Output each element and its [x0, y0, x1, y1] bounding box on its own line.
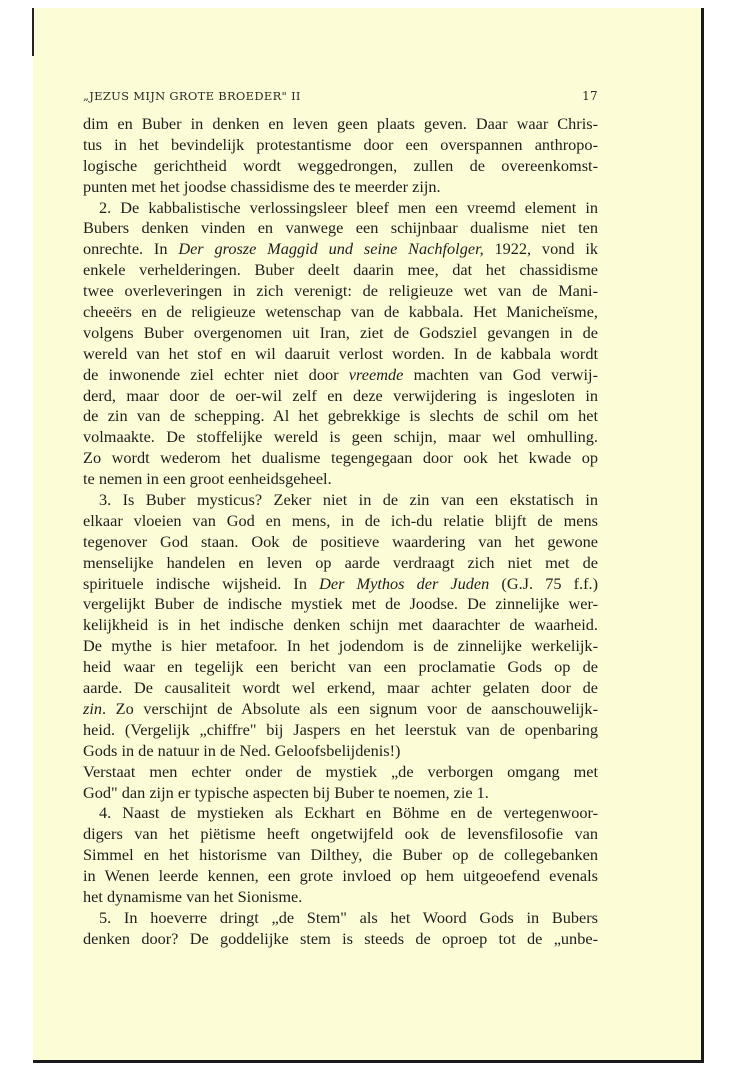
text-line [83, 929, 598, 950]
text-segment: digers van het piëtisme heeft ongetwijfeld ook de levensfilosofie van [83, 824, 598, 844]
running-title: „JEZUS MIJN GROTE BROEDER" II [83, 89, 301, 103]
text-line [83, 198, 598, 219]
text-segment: machten van God verwij- [403, 364, 599, 384]
text-line [83, 344, 598, 365]
text-segment: in Wenen leerde kennen, een grote invloed op hem uitgeoefend evenals [83, 866, 598, 886]
page-number: 17 [582, 89, 598, 103]
text-line [83, 824, 598, 845]
text-segment: 5. In hoeverre dringt „de Stem" als het Woord Gods in Bubers [99, 907, 598, 927]
text-line [83, 741, 598, 762]
text-line [83, 135, 598, 156]
text-segment: tegenover God staan. Ook de positieve waardering van het gewone [83, 531, 598, 551]
text-line [83, 177, 598, 198]
text-line [83, 302, 598, 323]
text-line [83, 156, 598, 177]
text-line [83, 866, 598, 887]
text-segment: onrechte. In [83, 239, 179, 259]
text-segment: Bubers denken vinden en vanwege een schijnbaar dualisme niet ten [83, 218, 598, 238]
text-line [83, 511, 598, 532]
text-segment: 3. Is Buber mysticus? Zeker niet in de zin van een ekstatisch in [99, 490, 598, 510]
text-segment: tus in het bevindelijk protestantisme door een overspannen anthropo- [83, 134, 598, 154]
text-segment: 1922, vond ik [483, 239, 598, 259]
text-segment: denken door? De goddelijke stem is steeds de oproep tot de „unbe- [83, 928, 598, 948]
text-line [83, 594, 598, 615]
text-segment: wereld van het stof en wil daaruit verlost worden. In de kabbala wordt [83, 343, 598, 363]
text-line [83, 114, 598, 135]
italic-title: zin [83, 698, 103, 718]
italic-title: Der Mythos der Juden [319, 573, 490, 593]
running-header [83, 89, 598, 105]
text-line [83, 678, 598, 699]
text-line [83, 908, 598, 929]
text-segment: te nemen in een groot eenheidsgeheel. [83, 469, 332, 489]
text-line [83, 365, 598, 386]
text-segment: 4. Naast de mystieken als Eckhart en Böhme en de vertegenwoor- [99, 803, 598, 823]
text-segment: . Zo verschijnt de Absolute als een signum voor de aanschouwelijk- [102, 698, 598, 718]
text-segment: vergelijkt Buber de indische mystiek met de Joodse. De zinnelijke wer- [83, 594, 598, 614]
text-segment: God" dan zijn er typische aspecten bij Buber te noemen, zie 1. [83, 782, 489, 802]
text-line [83, 490, 598, 511]
text-segment: derd, maar door de oer-wil zelf en deze verwijdering is ingesloten in [83, 385, 598, 405]
text-segment: Gods in de natuur in de Ned. Geloofsbelijdenis!) [83, 740, 401, 760]
text-line [83, 532, 598, 553]
text-segment: dim en Buber in denken en leven geen plaats geven. Daar waar Chris- [83, 114, 598, 133]
text-segment: elkaar vloeien van God en mens, in de ich-du relatie blijft de mens [83, 510, 598, 530]
italic-title: Der grosze Maggid und seine Nachfolger, [178, 239, 484, 259]
text-line [83, 657, 598, 678]
text-segment: (G.J. 75 f.f.) [489, 573, 599, 593]
text-line [83, 323, 598, 344]
text-line [83, 574, 598, 595]
text-line [83, 803, 598, 824]
text-segment: logische gerichtheid wordt weggedrongen, zullen de overeenkomst- [83, 155, 598, 175]
text-segment: heid. (Vergelijk „chiffre" bij Jaspers en het leerstuk van de openbaring [83, 719, 598, 739]
text-line [83, 762, 598, 783]
text-segment: spirituele indische wijsheid. In [83, 573, 320, 593]
text-segment: volgens Buber overgenomen uit Iran, ziet de Godsziel gevangen in de [83, 322, 598, 342]
text-line [83, 448, 598, 469]
text-segment: Zo wordt wederom het dualisme tegengegaan door ook het kwade op [83, 448, 598, 468]
text-segment: Verstaat men echter onder de mystiek „de verborgen omgang met [83, 761, 598, 781]
text-line [83, 553, 598, 574]
text-line [83, 845, 598, 866]
text-segment: heid waar en tegelijk een bericht van een proclamatie Gods op de [83, 657, 598, 677]
text-segment: de inwonende ziel echter niet door [83, 364, 349, 384]
text-segment: kelijkheid is in het indische denken schijn met daarachter de waarheid. [83, 615, 598, 635]
text-line [83, 260, 598, 281]
text-line [83, 615, 598, 636]
text-segment: punten met het joodse chassidisme des te meerder zijn. [83, 176, 441, 196]
text-segment: 2. De kabbalistische verlossingsleer bleef men een vreemd element in [99, 197, 598, 217]
italic-title: vreemde [348, 364, 404, 384]
text-line [83, 239, 598, 260]
text-segment: twee overleveringen in zich verenigt: de religieuze wet van de Mani- [83, 281, 598, 301]
text-segment: De mythe is hier metafoor. In het jodendom is de zinnelijke werkelijk- [83, 636, 598, 656]
text-segment: de zin van de schepping. Al het gebrekkige is slechts de schil om het [83, 406, 598, 426]
text-line [83, 427, 598, 448]
scan-edge-mark [32, 8, 34, 56]
body-text [83, 114, 598, 950]
text-line [83, 386, 598, 407]
text-line [83, 720, 598, 741]
text-line [83, 636, 598, 657]
text-line [83, 281, 598, 302]
text-segment: menselijke handelen en leven op aarde verdraagt zich niet met de [83, 552, 598, 572]
text-segment: het dynamisme van het Sionisme. [83, 886, 303, 906]
text-segment: cheeërs en de religieuze wetenschap van de kabbala. Het Manicheïsme, [83, 302, 598, 322]
text-line [83, 406, 598, 427]
text-line [83, 887, 598, 908]
text-segment: volmaakte. De stoffelijke wereld is geen schijn, maar wel omhulling. [83, 427, 598, 447]
text-line [83, 699, 598, 720]
text-segment: Simmel en het historisme van Dilthey, die Buber op de collegebanken [83, 845, 598, 865]
text-line [83, 218, 598, 239]
text-segment: aarde. De causaliteit wordt wel erkend, maar achter gelaten door de [83, 678, 598, 698]
text-line [83, 469, 598, 490]
text-segment: enkele verhelderingen. Buber deelt daarin mee, dat het chassidisme [83, 260, 598, 280]
text-line [83, 783, 598, 804]
